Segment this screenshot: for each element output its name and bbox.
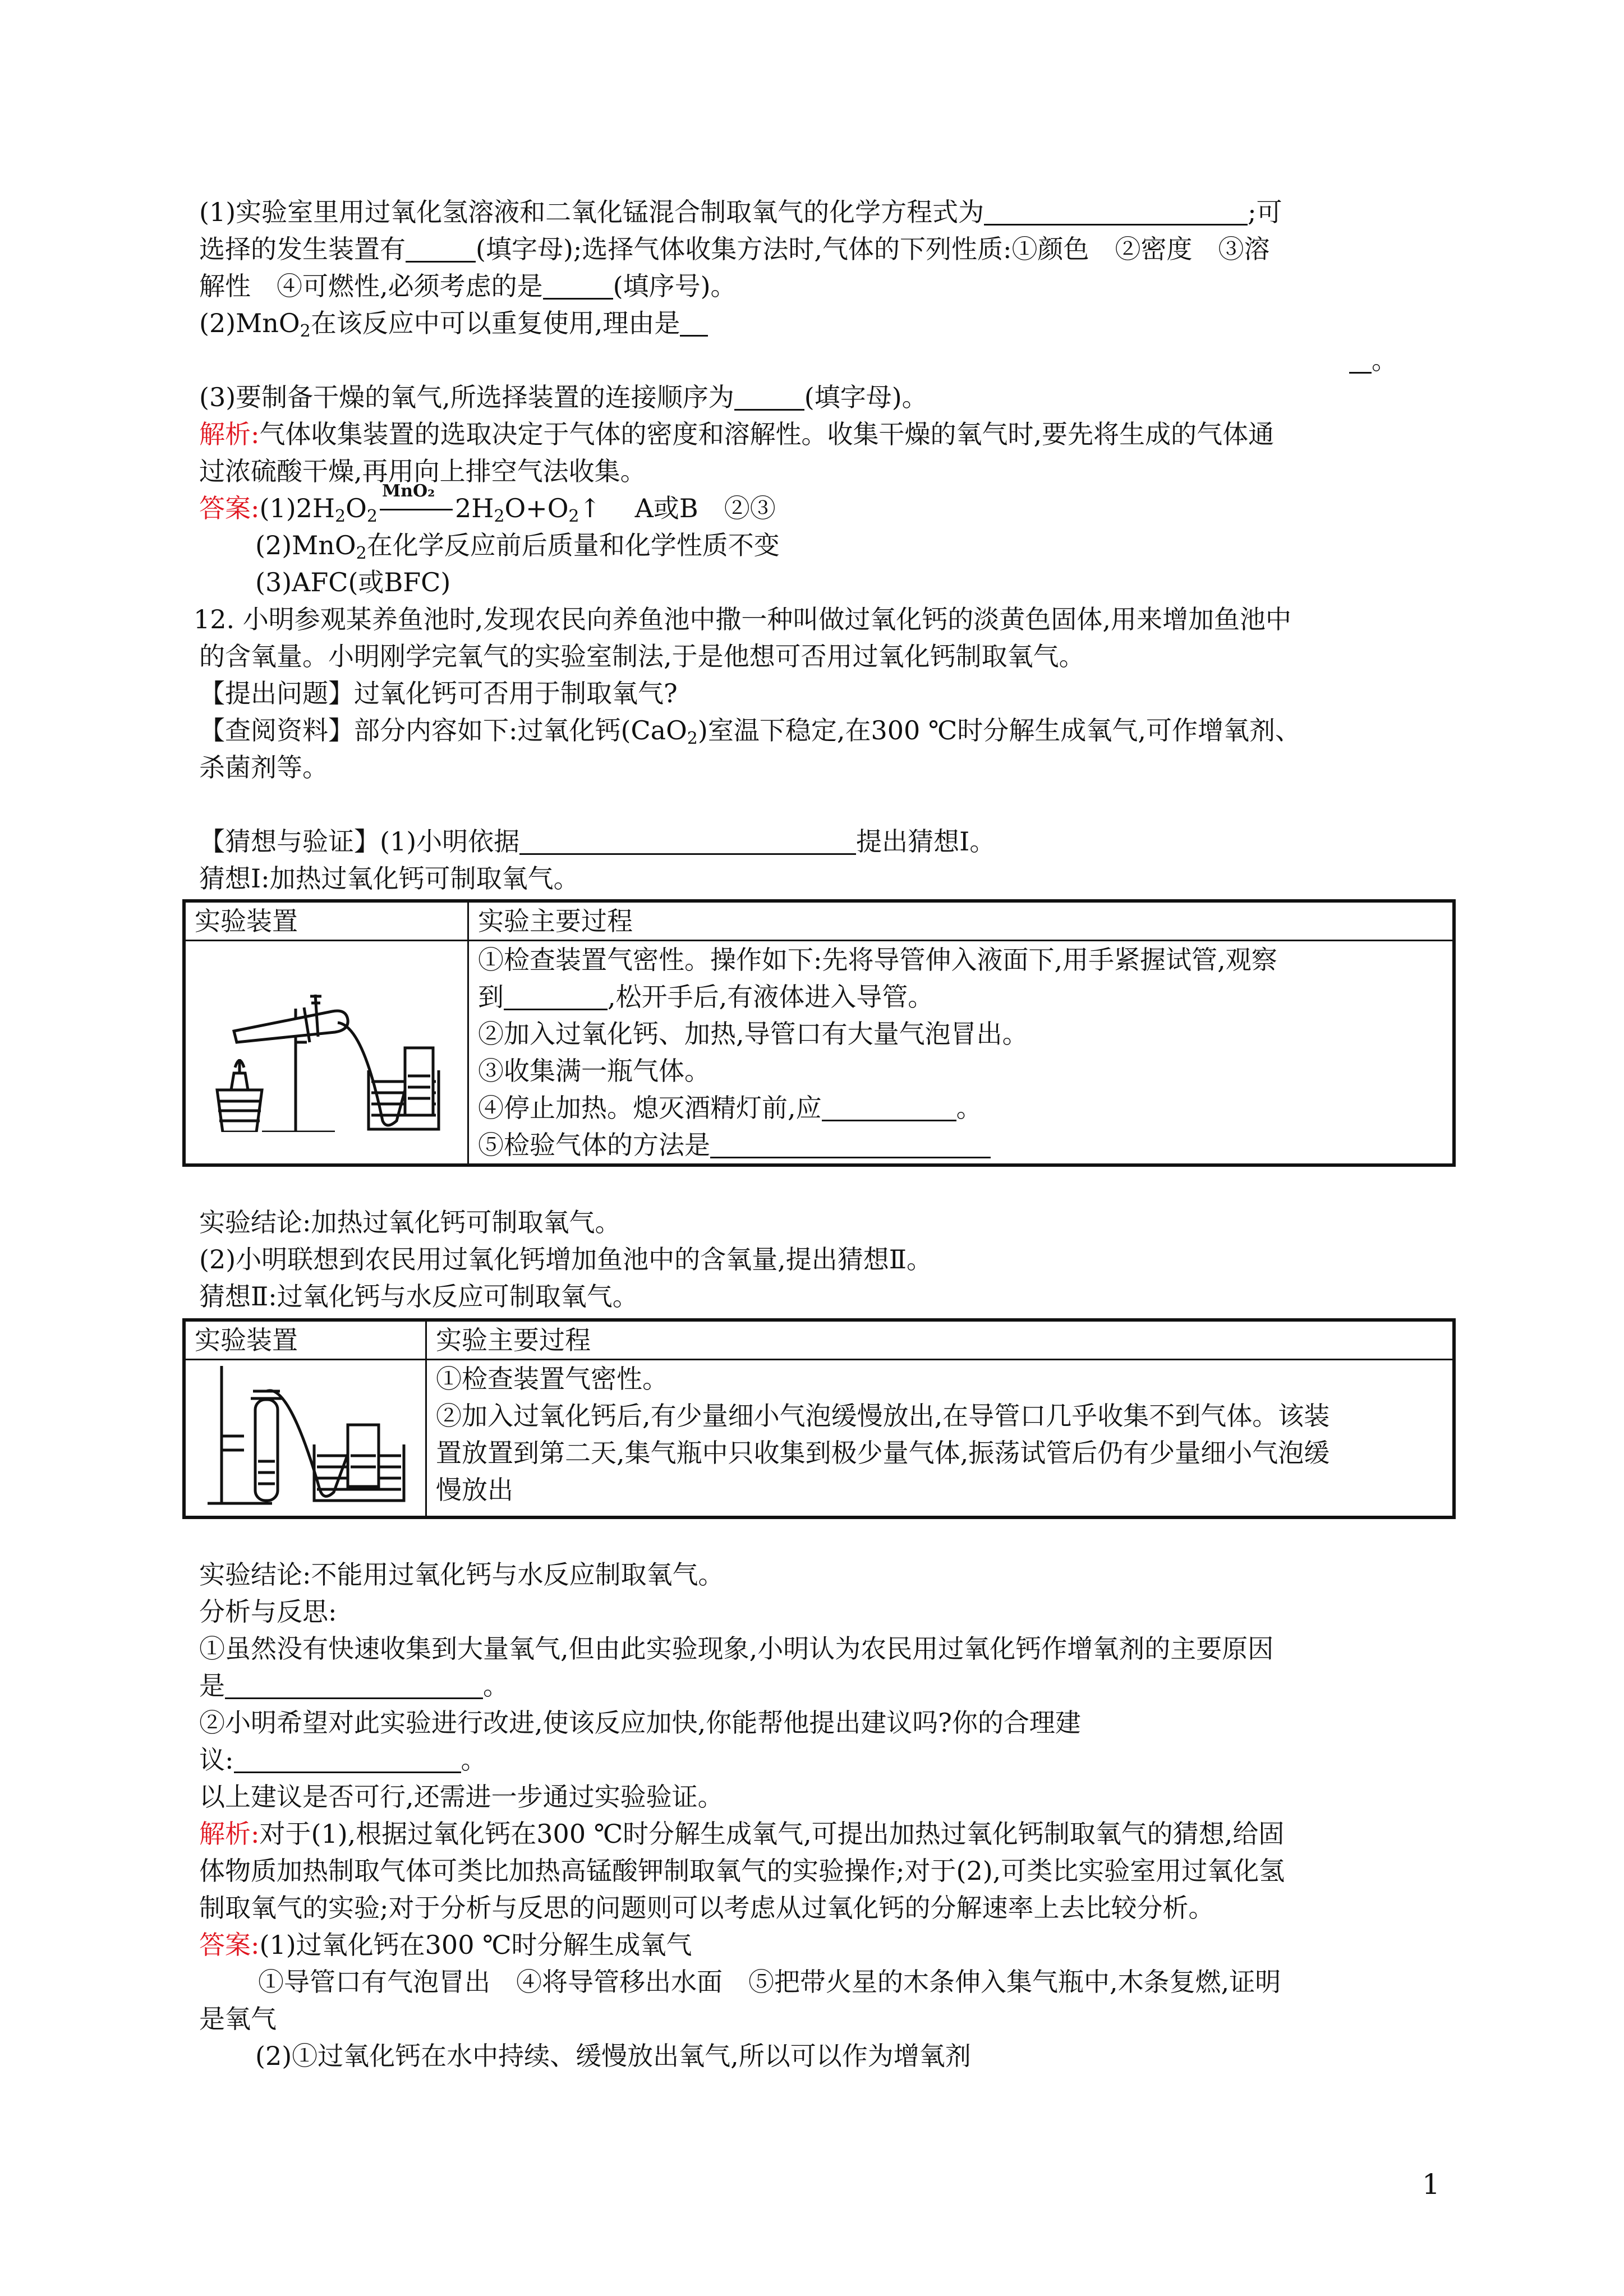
experiment-table-2 xyxy=(182,1318,1456,1519)
blank xyxy=(225,1673,483,1699)
step-line xyxy=(478,1089,1443,1126)
daan-line xyxy=(199,2000,1456,2037)
q12-line xyxy=(199,675,1456,712)
guess-line xyxy=(199,1241,1456,1278)
blank xyxy=(1349,347,1372,374)
subscript: 2 xyxy=(356,544,367,563)
catalyst-label: MnO₂ xyxy=(381,481,435,501)
text: (1)2H xyxy=(259,493,335,523)
conclusion-line xyxy=(199,1204,1456,1241)
reflect-line xyxy=(199,1667,1456,1704)
blank xyxy=(519,829,856,855)
text: 气体收集装置的选取决定于气体的密度和溶解性。收集干燥的氧气时,要先将生成的气体通 xyxy=(259,419,1275,449)
reflect-line xyxy=(199,1778,1456,1815)
spacer xyxy=(199,786,1456,823)
spacer xyxy=(199,1519,1456,1556)
reflect-line xyxy=(199,1704,1456,1741)
subscript: 2 xyxy=(300,321,311,341)
q3-line xyxy=(199,379,1456,416)
step-line xyxy=(478,978,1443,1015)
guess-line xyxy=(199,1278,1456,1315)
blank xyxy=(710,1132,991,1158)
daan-line xyxy=(199,2037,1456,2074)
jiexi-line xyxy=(199,1889,1456,1926)
apparatus-cell xyxy=(184,1360,426,1518)
text: (3)要制备干燥的氧气,所选择装置的连接顺序为 xyxy=(199,382,734,412)
q12-line xyxy=(199,712,1456,749)
text: 2H xyxy=(454,493,494,523)
blank xyxy=(822,1095,956,1121)
daan-line xyxy=(199,481,1456,527)
reflect-line xyxy=(199,1630,1456,1667)
jiexi-line xyxy=(199,1852,1456,1889)
blank xyxy=(680,310,708,337)
text: 实验结论:不能用过氧化钙与水反应制取氧气。 xyxy=(199,1559,724,1590)
heating-apparatus-diagram xyxy=(211,964,441,1132)
text: 猜想Ⅱ:过氧化钙与水反应可制取氧气。 xyxy=(199,1281,638,1312)
text: (1)过氧化钙在300 ℃时分解生成氧气 xyxy=(259,1930,692,1960)
guess-line xyxy=(199,823,1456,860)
text: ,松开手后,有液体进入导管。 xyxy=(608,982,934,1012)
text: 到 xyxy=(478,982,504,1012)
text: (2)小明联想到农民用过氧化钙增加鱼池中的含氧量,提出猜想Ⅱ。 xyxy=(199,1244,933,1274)
text: 杀菌剂等。 xyxy=(199,752,328,783)
step-text: ①检查装置气密性。 xyxy=(436,1364,668,1394)
text: ④停止加热。熄灭酒精灯前,应 xyxy=(478,1093,822,1123)
text: 实验结论:加热过氧化钙可制取氧气。 xyxy=(199,1207,621,1237)
step-text: ①检查装置气密性。操作如下:先将导管伸入液面下,用手紧握试管,观察 xyxy=(478,945,1277,975)
q1-line xyxy=(199,268,1456,305)
blank xyxy=(543,273,613,300)
text: ②小明希望对此实验进行改进,使该反应加快,你能帮他提出建议吗?你的合理建 xyxy=(199,1708,1081,1738)
process-cell xyxy=(426,1360,1455,1518)
text: 在该反应中可以重复使用,理由是 xyxy=(310,308,680,338)
text: ↑ A或B ②③ xyxy=(579,493,776,523)
step-line xyxy=(478,1126,1443,1163)
step-text: 置放置到第二天,集气瓶中只收集到极少量气体,振荡试管后仍有少量细小气泡缓 xyxy=(436,1438,1330,1468)
subscript: 2 xyxy=(366,507,378,526)
step-text: ②加入过氧化钙后,有少量细小气泡缓慢放出,在导管口几乎收集不到气体。该装 xyxy=(436,1401,1330,1431)
text: 分析与反思: xyxy=(199,1596,337,1627)
text: 是氧气 xyxy=(199,2004,277,2034)
q12-line xyxy=(199,638,1456,675)
text: 以上建议是否可行,还需进一步通过实验验证。 xyxy=(199,1782,724,1812)
text: 选择的发生装置有 xyxy=(199,234,406,264)
subscript: 2 xyxy=(335,507,346,526)
text: ①导管口有气泡冒出 ④将导管移出水面 ⑤把带火星的木条伸入集气瓶中,木条复燃,证明 xyxy=(258,1967,1281,1997)
experiment-table-1 xyxy=(182,899,1456,1167)
daan-label: 答案: xyxy=(199,1930,260,1960)
step-text: 慢放出 xyxy=(436,1475,513,1505)
text: ①虽然没有快速收集到大量氧气,但由此实验现象,小明认为农民用过氧化钙作增氧剂的主要原因 xyxy=(199,1634,1274,1664)
apparatus-cell xyxy=(184,941,468,1166)
text: (2)①过氧化钙在水中持续、缓慢放出氧气,所以可以作为增氧剂 xyxy=(255,2041,971,2071)
document-body xyxy=(194,194,1456,2074)
text: 。 xyxy=(1372,345,1397,375)
text: 【提出问题】过氧化钙可否用于制取氧气? xyxy=(199,678,678,708)
text: 是 xyxy=(199,1671,225,1701)
jiexi-label: 解析: xyxy=(199,419,260,449)
table-header: 实验主要过程 xyxy=(426,1320,1455,1360)
text: ⑤检验气体的方法是 xyxy=(478,1130,710,1160)
guess-line xyxy=(199,860,1456,897)
text: 【查阅资料】部分内容如下:过氧化钙(CaO xyxy=(199,715,687,746)
step-text: ③收集满一瓶气体。 xyxy=(478,1056,710,1086)
text: 。 xyxy=(956,1093,982,1123)
text: (2)MnO xyxy=(199,308,300,338)
text: 【猜想与验证】(1)小明依据 xyxy=(199,826,520,857)
text: 12. 小明参观某养鱼池时,发现农民向养鱼池中撒一种叫做过氧化钙的淡黄色固体,用来增加鱼池中 xyxy=(194,604,1292,634)
q2-line xyxy=(199,305,1456,342)
subscript: 2 xyxy=(687,729,698,748)
blank xyxy=(234,1747,461,1773)
water-reaction-apparatus-diagram xyxy=(205,1360,407,1506)
text: 议: xyxy=(199,1745,234,1775)
blank xyxy=(734,384,804,411)
q12-line xyxy=(199,749,1456,786)
blank xyxy=(984,199,1248,226)
page-number: 1 xyxy=(1422,2168,1440,2201)
text: 制取氧气的实验;对于分析与反思的问题则可以考虑从过氧化钙的分解速率上去比较分析。 xyxy=(199,1893,1214,1923)
blank xyxy=(406,236,476,263)
jiexi-line xyxy=(199,1815,1456,1852)
q12-line xyxy=(194,601,1456,638)
table-header: 实验主要过程 xyxy=(468,901,1455,941)
table-header: 实验装置 xyxy=(184,901,468,941)
q1-line xyxy=(199,231,1456,268)
text: 提出猜想Ⅰ。 xyxy=(856,826,996,857)
jiexi-label: 解析: xyxy=(199,1819,260,1849)
reaction-arrow xyxy=(378,481,455,527)
conclusion-line xyxy=(199,1556,1456,1593)
spacer xyxy=(199,1167,1456,1204)
blank xyxy=(504,984,608,1010)
text: 体物质加热制取气体可类比加热高锰酸钾制取氧气的实验操作;对于(2),可类比实验室用过氧化氢 xyxy=(199,1856,1285,1886)
text: 过浓硫酸干燥,再用向上排空气法收集。 xyxy=(199,456,646,486)
text: O xyxy=(346,493,367,523)
daan-line xyxy=(199,1963,1456,2000)
step-text: ②加入过氧化钙、加热,导管口有大量气泡冒出。 xyxy=(478,1019,1028,1049)
text: 解性 ④可燃性,必须考虑的是 xyxy=(199,271,543,301)
text: (填字母)。 xyxy=(804,382,928,412)
daan-line xyxy=(199,527,1456,564)
text: (3)AFC(或BFC) xyxy=(255,567,451,597)
text: O+O xyxy=(504,493,569,523)
text: 在化学反应前后质量和化学性质不变 xyxy=(366,530,780,560)
jiexi-line xyxy=(199,416,1456,453)
text: (2)MnO xyxy=(255,530,356,560)
text: )室温下稳定,在300 ℃时分解生成氧气,可作增氧剂、 xyxy=(697,715,1301,746)
daan-label: 答案: xyxy=(199,493,260,523)
text: 猜想Ⅰ:加热过氧化钙可制取氧气。 xyxy=(199,863,579,894)
text: ;可 xyxy=(1248,197,1282,227)
text: 对于(1),根据过氧化钙在300 ℃时分解生成氧气,可提出加热过氧化钙制取氧气的猜想,给固 xyxy=(259,1819,1285,1849)
daan-line xyxy=(199,564,1456,601)
process-cell xyxy=(468,941,1455,1166)
text: (填字母);选择气体收集方法时,气体的下列性质:①颜色 ②密度 ③溶 xyxy=(476,234,1270,264)
text: 的含氧量。小明刚学完氧气的实验室制法,于是他想可否用过氧化钙制取氧气。 xyxy=(199,641,1085,671)
text: 。 xyxy=(461,1745,487,1775)
reflect-line xyxy=(199,1593,1456,1630)
text: 。 xyxy=(483,1671,509,1701)
reflect-line xyxy=(199,1741,1456,1778)
text: (填序号)。 xyxy=(613,271,737,301)
q1-line xyxy=(199,194,1456,231)
text: (1)实验室里用过氧化氢溶液和二氧化锰混合制取氧气的化学方程式为 xyxy=(199,197,984,227)
table-header: 实验装置 xyxy=(184,1320,426,1360)
daan-line xyxy=(199,1926,1456,1963)
q2-line-end xyxy=(199,342,1456,379)
subscript: 2 xyxy=(568,507,579,526)
subscript: 2 xyxy=(494,507,505,526)
